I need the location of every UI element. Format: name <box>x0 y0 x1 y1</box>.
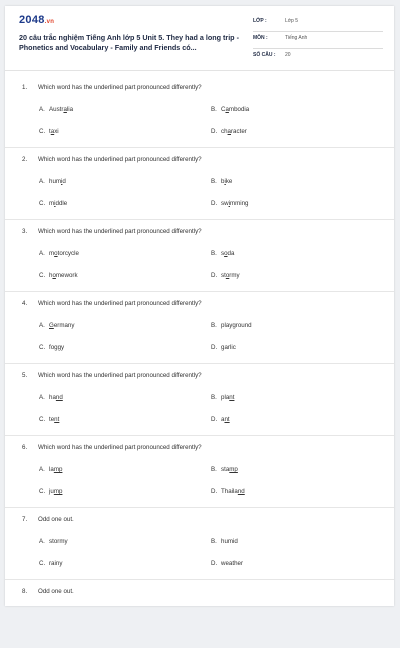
meta-row-class <box>253 16 383 32</box>
option-underlined-part: mp <box>53 488 63 495</box>
option-underlined-part: a <box>63 106 67 113</box>
option-letter: C. <box>39 272 46 279</box>
question-prompt: Which word has the underlined part pronounced differently? <box>38 156 202 163</box>
option-text: ha <box>49 394 56 401</box>
answer-option-d[interactable] <box>211 416 230 423</box>
question-item <box>5 300 394 360</box>
option-letter: D. <box>211 200 218 207</box>
question-prompt: Which word has the underlined part pronounced differently? <box>38 372 202 379</box>
option-letter: A. <box>39 178 45 185</box>
answer-option-a[interactable] <box>39 394 63 401</box>
option-letter: C. <box>39 128 46 135</box>
option-text: humid <box>221 538 238 545</box>
answer-option-b[interactable] <box>211 322 252 329</box>
question-item <box>5 516 394 576</box>
option-text: rainy <box>49 560 63 567</box>
option-letter: D. <box>211 488 218 495</box>
answer-option-c[interactable] <box>39 344 64 351</box>
option-letter: A. <box>39 322 45 329</box>
option-letter: B. <box>211 106 217 113</box>
question-text <box>22 372 202 379</box>
option-text: rmy <box>229 272 240 279</box>
option-text: playground <box>221 322 252 329</box>
question-number: 3. <box>22 228 28 235</box>
question-item <box>5 372 394 432</box>
answer-option-d[interactable] <box>211 560 243 567</box>
page-title: 20 câu trắc nghiệm Tiếng Anh lớp 5 Unit 5. They had a long trip - Phonetics and Vocabulary - Family and Friends có... <box>19 33 239 52</box>
divider <box>5 291 394 292</box>
option-text: racter <box>231 128 247 135</box>
option-text: h <box>49 272 53 279</box>
question-prompt: Odd one out. <box>38 588 74 595</box>
option-text: st <box>221 272 226 279</box>
answer-option-b[interactable] <box>211 466 238 473</box>
question-prompt: Which word has the underlined part pronounced differently? <box>38 228 202 235</box>
option-text: t <box>49 128 51 135</box>
option-text: te <box>49 416 55 423</box>
option-underlined-part: i <box>224 178 226 185</box>
question-item <box>5 444 394 504</box>
option-letter: C. <box>39 488 46 495</box>
option-letter: C. <box>39 416 46 423</box>
option-text: C <box>221 106 226 113</box>
question-prompt: Which word has the underlined part pronounced differently? <box>38 444 202 451</box>
divider <box>5 507 394 508</box>
divider <box>5 579 394 580</box>
option-underlined-part: i <box>228 200 230 207</box>
option-text: ermany <box>53 322 75 329</box>
option-letter: B. <box>211 538 217 545</box>
option-underlined-part: o <box>224 250 228 257</box>
option-letter: C. <box>39 560 46 567</box>
question-prompt: Odd one out. <box>38 516 74 523</box>
answer-option-a[interactable] <box>39 322 74 329</box>
answer-option-c[interactable] <box>39 488 62 495</box>
option-underlined-part: i <box>54 200 56 207</box>
option-underlined-part: o <box>52 272 56 279</box>
option-text: xi <box>54 128 59 135</box>
option-underlined-part: a <box>50 128 55 135</box>
question-text <box>22 516 74 523</box>
option-text: lia <box>66 106 74 113</box>
answer-option-a[interactable] <box>39 466 62 473</box>
answer-option-b[interactable] <box>211 106 249 113</box>
option-letter: B. <box>211 178 217 185</box>
question-text <box>22 84 202 91</box>
option-letter: A. <box>39 538 45 545</box>
question-number: 1. <box>22 84 28 91</box>
option-letter: B. <box>211 322 217 329</box>
option-text: a <box>221 416 225 423</box>
option-text: da <box>227 250 235 257</box>
question-number: 7. <box>22 516 28 523</box>
meta-label: LỚP : <box>253 18 267 24</box>
site-logo[interactable] <box>19 14 54 26</box>
meta-label: SỐ CÂU : <box>253 52 276 58</box>
option-underlined-part: nd <box>55 394 63 401</box>
option-text: d <box>62 178 66 185</box>
answer-option-a[interactable] <box>39 106 73 113</box>
meta-value: Tiếng Anh <box>285 35 308 41</box>
worksheet-page <box>5 6 394 606</box>
meta-value: 20 <box>285 52 291 58</box>
option-text: s <box>221 250 225 257</box>
answer-option-c[interactable] <box>39 200 67 207</box>
question-text <box>22 588 74 595</box>
answer-option-c[interactable] <box>39 272 78 279</box>
option-letter: A. <box>39 106 45 113</box>
option-letter: D. <box>211 344 218 351</box>
option-underlined-part: G <box>49 322 54 329</box>
meta-row-count <box>253 50 383 65</box>
option-underlined-part: nt <box>229 394 235 401</box>
option-letter: D. <box>211 272 218 279</box>
option-text: sw <box>221 200 229 207</box>
answer-option-d[interactable] <box>211 128 247 135</box>
divider <box>5 363 394 364</box>
question-number: 5. <box>22 372 28 379</box>
option-text: mming <box>229 200 249 207</box>
answer-option-c[interactable] <box>39 560 62 567</box>
option-letter: B. <box>211 466 217 473</box>
option-letter: D. <box>211 416 218 423</box>
option-text: Austr <box>49 106 64 113</box>
answer-option-b[interactable] <box>211 250 234 257</box>
option-text: weather <box>221 560 244 567</box>
option-letter: D. <box>211 560 218 567</box>
option-underlined-part: nd <box>237 488 245 495</box>
answer-option-d[interactable] <box>211 272 240 279</box>
option-letter: C. <box>39 344 46 351</box>
logo-main: 2048 <box>19 14 45 26</box>
question-number: 4. <box>22 300 28 307</box>
answer-option-d[interactable] <box>211 200 249 207</box>
option-letter: C. <box>39 200 46 207</box>
option-underlined-part: a <box>225 106 229 113</box>
option-text: foggy <box>49 344 65 351</box>
answer-option-a[interactable] <box>39 250 79 257</box>
option-text: la <box>49 466 54 473</box>
meta-value: Lớp 5 <box>285 18 299 24</box>
option-underlined-part: i <box>61 178 63 185</box>
answer-option-c[interactable] <box>39 416 59 423</box>
question-prompt: Which word has the underlined part pronounced differently? <box>38 300 202 307</box>
answer-option-c[interactable] <box>39 128 59 135</box>
option-text: Thaila <box>221 488 238 495</box>
option-text: hum <box>49 178 62 185</box>
option-text: garlic <box>221 344 236 351</box>
option-text: m <box>49 250 55 257</box>
option-text: mbodia <box>228 106 250 113</box>
question-prompt: Which word has the underlined part pronounced differently? <box>38 84 202 91</box>
option-underlined-part: mp <box>229 466 238 473</box>
answer-option-b[interactable] <box>211 538 238 545</box>
question-item <box>5 588 394 648</box>
answer-option-a[interactable] <box>39 178 66 185</box>
option-underlined-part: mp <box>53 466 63 473</box>
option-letter: B. <box>211 250 217 257</box>
option-text: ch <box>221 128 228 135</box>
question-item <box>5 156 394 216</box>
question-item <box>5 84 394 144</box>
question-text <box>22 444 202 451</box>
option-text: b <box>221 178 225 185</box>
option-text: stormy <box>49 538 68 545</box>
option-underlined-part: a <box>227 128 231 135</box>
option-underlined-part: nt <box>54 416 60 423</box>
option-underlined-part: o <box>225 272 230 279</box>
answer-option-d[interactable] <box>211 488 245 495</box>
question-number: 2. <box>22 156 28 163</box>
question-item <box>5 228 394 288</box>
option-text: mework <box>55 272 78 279</box>
logo-suffix: .vn <box>44 19 55 25</box>
meta-row-subject <box>253 33 383 49</box>
divider <box>5 219 394 220</box>
meta-table <box>253 16 383 66</box>
option-letter: A. <box>39 250 45 257</box>
answer-option-b[interactable] <box>211 394 234 401</box>
question-number: 6. <box>22 444 28 451</box>
option-text: torcycle <box>57 250 79 257</box>
question-text <box>22 156 202 163</box>
answer-option-a[interactable] <box>39 538 68 545</box>
divider <box>5 435 394 436</box>
option-text: m <box>49 200 55 207</box>
answer-option-d[interactable] <box>211 344 236 351</box>
option-letter: B. <box>211 394 217 401</box>
answer-option-b[interactable] <box>211 178 232 185</box>
question-number: 8. <box>22 588 28 595</box>
option-text: ju <box>49 488 54 495</box>
option-text: ddle <box>55 200 68 207</box>
question-text <box>22 300 202 307</box>
option-text: sta <box>221 466 230 473</box>
option-letter: A. <box>39 466 45 473</box>
header <box>5 6 394 71</box>
option-underlined-part: o <box>54 250 58 257</box>
question-text <box>22 228 202 235</box>
option-text: pla <box>221 394 230 401</box>
option-letter: A. <box>39 394 45 401</box>
option-text: ke <box>225 178 233 185</box>
option-letter: D. <box>211 128 218 135</box>
option-underlined-part: nt <box>224 416 230 423</box>
divider <box>5 147 394 148</box>
meta-label: MÔN : <box>253 35 268 41</box>
